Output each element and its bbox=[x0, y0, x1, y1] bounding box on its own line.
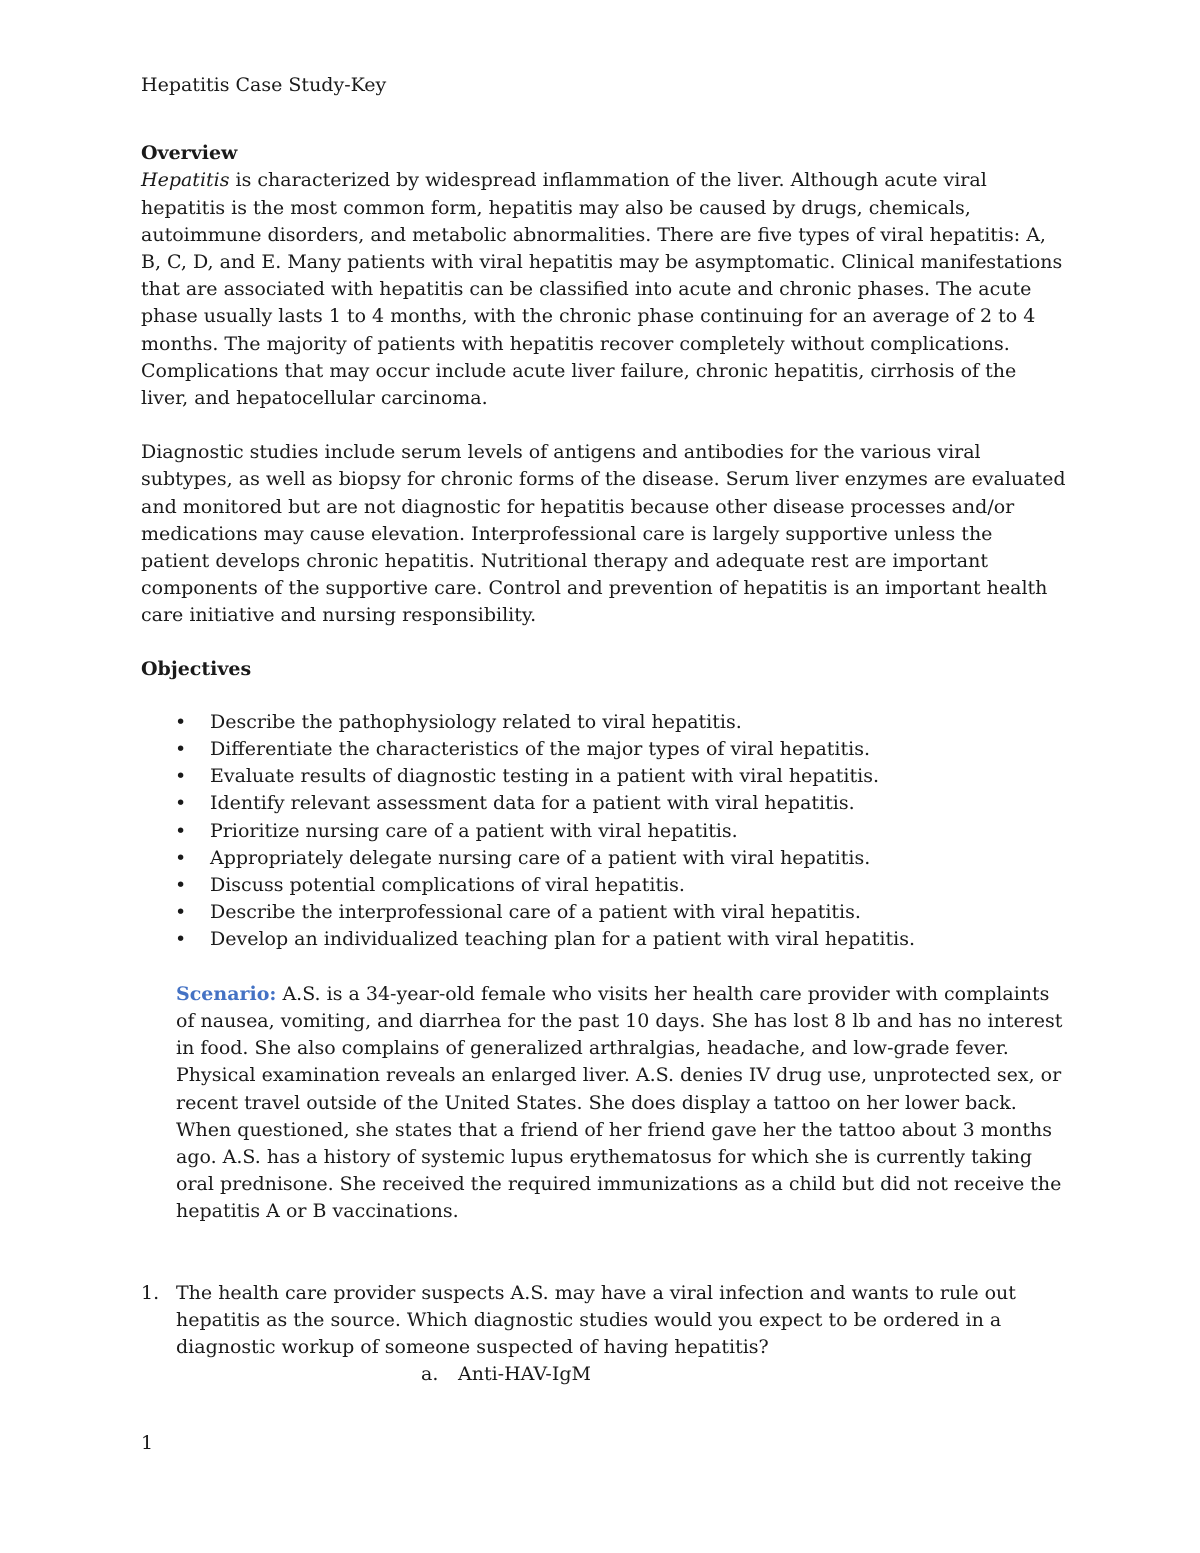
question-item bbox=[141, 1280, 1066, 1389]
question-number: 1. bbox=[141, 1281, 160, 1304]
bullet-icon: • bbox=[175, 846, 187, 869]
scenario-paragraph bbox=[176, 981, 1066, 1226]
questions-list bbox=[141, 1280, 1066, 1389]
objective-text: Appropriately delegate nursing care of a patient with viral hepatitis. bbox=[210, 846, 871, 869]
objective-text: Describe the pathophysiology related to viral hepatitis. bbox=[210, 710, 742, 733]
objective-item bbox=[141, 818, 1066, 845]
bullet-icon: • bbox=[175, 738, 187, 761]
objective-text: Differentiate the characteristics of the major types of viral hepatitis. bbox=[210, 738, 870, 761]
scenario-text: A.S. is a 34-year-old female who visits her health care provider with complaints of nausea, vomiting, and diarrhea for the past 10 days. She has lost 8 lb and has no interest in food. She also complains of generalized arthralgias, headache, and low-grade fever. Physical examination reveals an enlarged liver. A.S. denies IV drug use, unprotected sex, or recent travel outside of the United States. She does display a tattoo on her lower back. When questioned, she states that a friend of her friend gave her the tattoo about 3 months ago. A.S. has a history of systemic lupus erythematosus for which she is currently taking oral prednisone. She received the required immunizations as a child but did not receive the hepatitis A or B vaccinations. bbox=[176, 982, 1063, 1223]
hepatitis-term: Hepatitis bbox=[141, 169, 230, 192]
objective-item bbox=[141, 709, 1066, 736]
overview-paragraph-1-text: is characterized by widespread inflammation of the liver. Although acute viral hepatitis is the most common form, hepatitis may also be caused by drugs, chemicals, autoimmune disorders, and metabolic abnormalities. There are five types of viral hepatitis: A, B, C, D, and E. Many patients with viral hepatitis may be asymptomatic. Clinical manifestations that are associated with hepatitis can be classified into acute and chronic phases. The acute phase usually lasts 1 to 4 months, with the chronic phase continuing for an average of 2 to 4 months. The majority of patients with hepatitis recover completely without complications. Complications that may occur include acute liver failure, chronic hepatitis, cirrhosis of the liver, and hepatocellular carcinoma. bbox=[141, 169, 1063, 410]
objective-text: Develop an individualized teaching plan for a patient with viral hepatitis. bbox=[210, 928, 916, 951]
objective-text: Prioritize nursing care of a patient with viral hepatitis. bbox=[210, 819, 738, 842]
bullet-icon: • bbox=[175, 874, 187, 897]
document-page bbox=[141, 72, 1066, 1388]
objective-item bbox=[141, 899, 1066, 926]
objective-item bbox=[141, 763, 1066, 790]
objective-text: Discuss potential complications of viral hepatitis. bbox=[210, 874, 685, 897]
page-number: 1 bbox=[141, 1432, 154, 1454]
answer-item bbox=[176, 1361, 1066, 1388]
scenario-label: Scenario: bbox=[176, 982, 277, 1005]
objective-text: Describe the interprofessional care of a patient with viral hepatitis. bbox=[210, 901, 861, 924]
objectives-list bbox=[141, 709, 1066, 954]
document-title: Hepatitis Case Study-Key bbox=[141, 74, 387, 96]
objectives-heading: Objectives bbox=[141, 657, 252, 680]
overview-heading: Overview bbox=[141, 142, 238, 165]
answer-text: Anti-HAV-IgM bbox=[458, 1363, 591, 1386]
answer-letter: a. bbox=[421, 1363, 439, 1386]
question-text: The health care provider suspects A.S. may have a viral infection and wants to rule out hepatitis as the source. Which diagnostic studies would you expect to be ordered in a diagnostic workup of someone suspected of having hepatitis? bbox=[176, 1281, 1016, 1358]
objective-item bbox=[141, 736, 1066, 763]
bullet-icon: • bbox=[175, 765, 187, 788]
objective-text: Evaluate results of diagnostic testing in a patient with viral hepatitis. bbox=[210, 765, 879, 788]
bullet-icon: • bbox=[175, 710, 187, 733]
bullet-icon: • bbox=[175, 792, 187, 815]
objective-item bbox=[141, 845, 1066, 872]
objective-item bbox=[141, 872, 1066, 899]
objective-text: Identify relevant assessment data for a patient with viral hepatitis. bbox=[210, 792, 855, 815]
bullet-icon: • bbox=[175, 901, 187, 924]
bullet-icon: • bbox=[175, 819, 187, 842]
objective-item bbox=[141, 926, 1066, 953]
objective-item bbox=[141, 790, 1066, 817]
overview-paragraph-2: Diagnostic studies include serum levels of antigens and antibodies for the various viral subtypes, as well as biopsy for chronic forms of the disease. Serum liver enzymes are evaluated and monitored but are not diagnostic for hepatitis because other disease processes and/or medications may cause elevation. Interprofessional care is largely supportive unless the patient develops chronic hepatitis. Nutritional therapy and adequate rest are important components of the supportive care. Control and prevention of hepatitis is an important health care initiative and nursing responsibility. bbox=[141, 441, 1066, 627]
overview-paragraph-1 bbox=[141, 167, 1066, 412]
bullet-icon: • bbox=[175, 928, 187, 951]
